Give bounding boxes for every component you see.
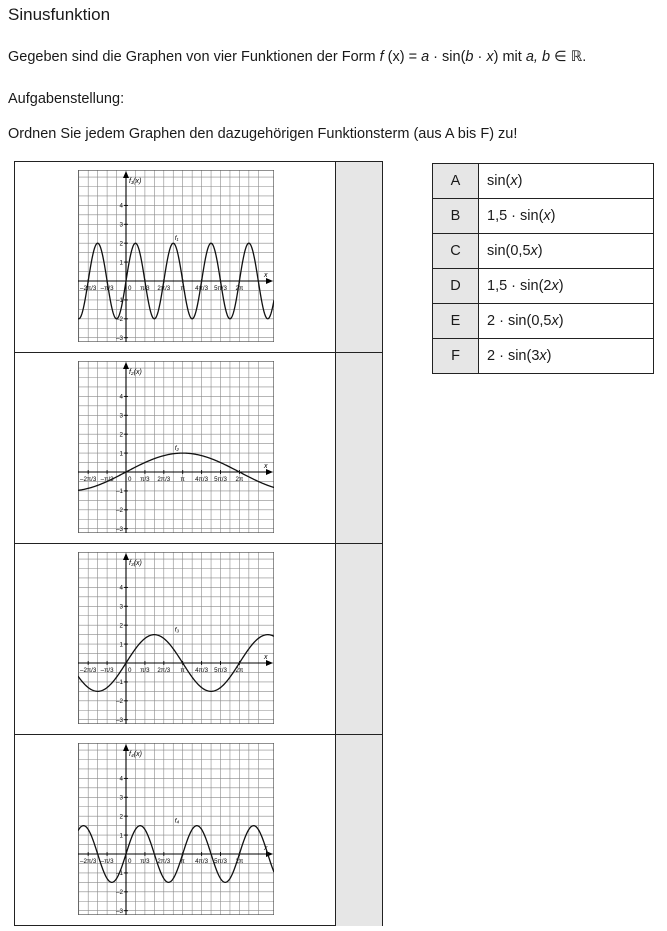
x-tick-label: π/3 (140, 476, 150, 483)
x-tick-label: 2π/3 (157, 667, 171, 674)
term-expression: sin(x) (479, 164, 654, 199)
task-text: Ordnen Sie jedem Graphen den dazugehörigen Funktionsterm (aus A bis F) zu! (8, 126, 518, 142)
y-tick-label: –3 (116, 907, 123, 915)
answer-cell[interactable] (335, 544, 382, 734)
term-table (432, 163, 654, 374)
x-tick-label: 4π/3 (195, 858, 209, 865)
x-tick-label: 2π (235, 476, 244, 483)
x-axis-label: x (264, 654, 268, 661)
y-tick-label: 2 (119, 622, 123, 630)
x-tick-label: 4π/3 (195, 285, 209, 292)
y-tick-label: 3 (119, 794, 123, 802)
x-tick-label: 2π (235, 858, 244, 865)
y-tick-label: 4 (119, 393, 123, 401)
graph-grid (78, 170, 274, 342)
curve-label: f₃ (174, 626, 180, 634)
x-tick-label: –2π/3 (80, 667, 97, 674)
x-tick-label: 0 (128, 858, 132, 865)
y-tick-label: 2 (119, 813, 123, 821)
graph-row (15, 544, 382, 735)
curve-label: f₁ (174, 235, 179, 243)
intro-text (8, 49, 586, 65)
y-tick-label: –2 (116, 889, 123, 896)
x-tick-label: –π/3 (100, 667, 114, 674)
term-expression: 1,5 · sin(x) (479, 199, 654, 234)
function-graph (78, 361, 274, 533)
x-tick-label: –2π/3 (80, 858, 97, 865)
term-letter: E (433, 304, 479, 339)
x-tick-label: –2π/3 (80, 285, 97, 292)
x-tick-label: π (180, 858, 185, 865)
term-letter: A (433, 164, 479, 199)
intro-dot2: · (473, 49, 487, 65)
y-tick-label: –2 (116, 698, 123, 705)
y-tick-label: –3 (116, 716, 123, 724)
graph-row (15, 353, 382, 544)
curve-label: f₄ (174, 817, 180, 825)
intro-f: f (379, 49, 384, 65)
y-tick-label: 1 (119, 832, 123, 840)
x-axis-label: x (264, 463, 268, 470)
x-tick-label: π (180, 667, 185, 674)
intro-a: a (421, 49, 430, 65)
intro-post: ) mit (493, 49, 526, 65)
answer-cell[interactable] (335, 162, 382, 352)
x-tick-label: 2π/3 (157, 285, 171, 292)
y-tick-label: –1 (116, 297, 123, 305)
y-tick-label: 2 (119, 240, 123, 248)
x-tick-label: π/3 (140, 858, 150, 865)
x-tick-label: 2π/3 (157, 476, 171, 483)
intro-fx: (x) = (383, 49, 422, 65)
y-tick-label: –1 (116, 488, 123, 496)
y-tick-label: 2 (119, 431, 123, 439)
intro-b: b (465, 49, 474, 65)
y-tick-label: –2 (116, 316, 123, 323)
x-tick-label: 0 (128, 667, 132, 674)
page-title: Sinusfunktion (8, 5, 111, 24)
x-tick-label: 5π/3 (214, 476, 227, 483)
curve-label: f₂ (174, 445, 179, 453)
answer-cell[interactable] (335, 353, 382, 543)
y-axis-arrow-icon (123, 171, 129, 178)
y-tick-label: 3 (119, 221, 123, 229)
term-letter: D (433, 269, 479, 304)
x-tick-label: π (180, 285, 185, 292)
y-tick-label: 4 (119, 584, 123, 592)
intro-vars: a, b (525, 49, 551, 65)
y-tick-label: 1 (119, 641, 123, 649)
term-expression: 2 · sin(0,5x) (479, 304, 654, 339)
term-letter: C (433, 234, 479, 269)
y-tick-label: 3 (119, 412, 123, 420)
graph-row (15, 162, 382, 353)
y-axis-arrow-icon (123, 744, 129, 751)
y-tick-label: –3 (116, 334, 123, 342)
y-tick-label: 1 (119, 259, 123, 267)
x-axis-label: x (264, 845, 268, 852)
term-row (433, 269, 654, 304)
x-tick-label: 4π/3 (195, 476, 209, 483)
x-tick-label: –π/3 (100, 858, 114, 865)
function-graph (78, 552, 274, 724)
graph-table (14, 161, 383, 926)
term-letter: B (433, 199, 479, 234)
x-tick-label: 0 (128, 476, 132, 483)
intro-dot1: · sin( (429, 49, 466, 65)
x-tick-label: 2π (235, 667, 244, 674)
task-heading: Aufgabenstellung: (8, 91, 125, 107)
function-graph (78, 743, 274, 915)
y-axis-label: f₄(x) (129, 751, 142, 758)
y-tick-label: –3 (116, 525, 123, 533)
x-tick-label: π/3 (140, 285, 150, 292)
function-graph (78, 170, 274, 342)
x-axis-label: x (264, 272, 268, 279)
x-tick-label: π/3 (140, 667, 150, 674)
answer-cell[interactable] (335, 735, 382, 926)
x-tick-label: –2π/3 (80, 476, 97, 483)
y-tick-label: –2 (116, 507, 123, 514)
x-tick-label: –π/3 (100, 285, 114, 292)
x-tick-label: 2π (235, 285, 244, 292)
y-axis-label: f₃(x) (129, 560, 142, 567)
x-tick-label: 2π/3 (157, 858, 171, 865)
intro-tail: ∈ ℝ. (550, 49, 587, 65)
x-tick-label: 5π/3 (214, 667, 227, 674)
y-axis-arrow-icon (123, 362, 129, 369)
intro-pre: Gegeben sind die Graphen von vier Funktionen der Form (8, 49, 380, 65)
y-axis-arrow-icon (123, 553, 129, 560)
x-tick-label: 5π/3 (214, 858, 227, 865)
y-tick-label: –1 (116, 679, 123, 687)
x-tick-label: 0 (128, 285, 132, 292)
x-tick-label: 5π/3 (214, 285, 227, 292)
y-tick-label: 3 (119, 603, 123, 611)
x-tick-label: –π/3 (100, 476, 114, 483)
y-axis-label: f₁(x) (129, 178, 142, 185)
term-row (433, 164, 654, 199)
graph-grid (78, 743, 274, 915)
y-axis-label: f₂(x) (129, 369, 142, 376)
term-row (433, 304, 654, 339)
y-tick-label: –1 (116, 870, 123, 878)
y-tick-label: 1 (119, 450, 123, 458)
term-row (433, 339, 654, 374)
term-letter: F (433, 339, 479, 374)
graph-row (15, 735, 382, 926)
x-tick-label: π (180, 476, 185, 483)
term-expression: sin(0,5x) (479, 234, 654, 269)
term-row (433, 234, 654, 269)
y-tick-label: 4 (119, 202, 123, 210)
intro-x: x (486, 49, 494, 65)
x-tick-label: 4π/3 (195, 667, 209, 674)
term-expression: 2 · sin(3x) (479, 339, 654, 374)
y-tick-label: 4 (119, 775, 123, 783)
term-expression: 1,5 · sin(2x) (479, 269, 654, 304)
term-row (433, 199, 654, 234)
graph-grid (78, 552, 274, 724)
